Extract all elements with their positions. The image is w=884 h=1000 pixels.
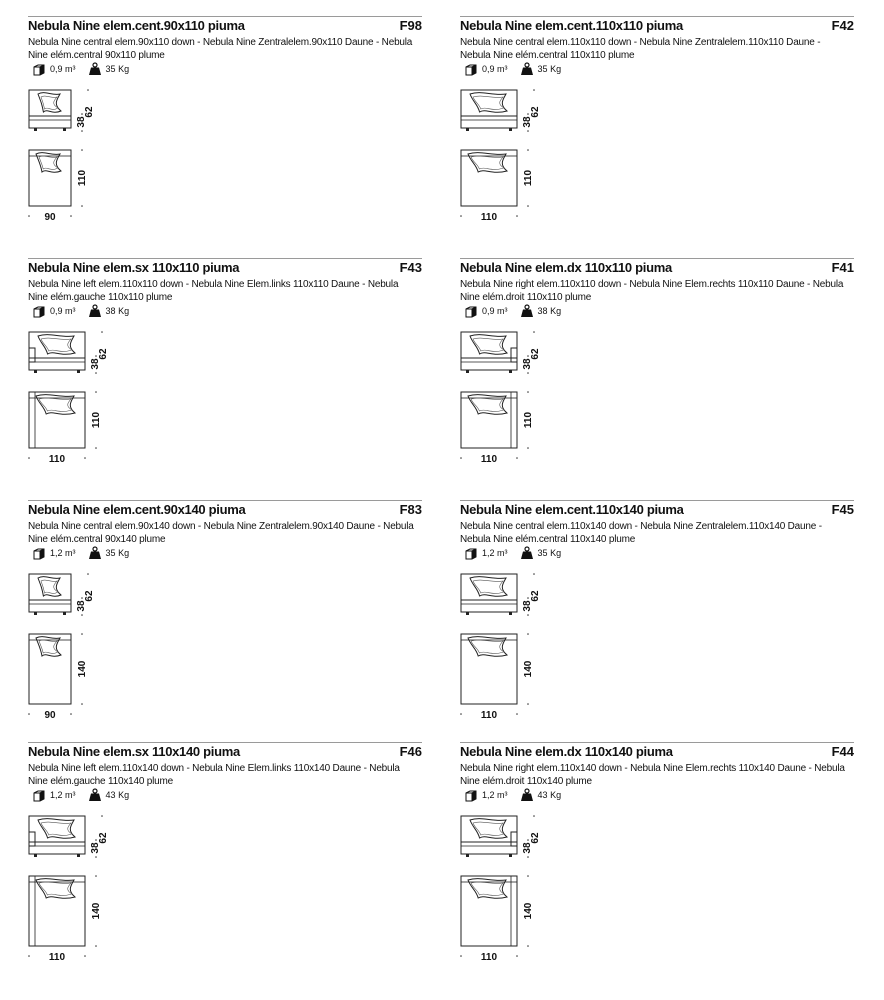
product-description: Nebula Nine right elem.110x140 down - Nebula Nine Elem.rechts 110x140 Daune - Nebula Nine elém.droit 110x140 plume [460, 763, 845, 787]
dimension-tick [87, 89, 89, 91]
total-height-dimension: 62 [84, 590, 95, 602]
dimension-tick [460, 713, 462, 715]
seat-base [461, 358, 517, 370]
weight-icon [520, 788, 534, 802]
specs-row [32, 546, 129, 560]
plan-outline [461, 876, 517, 946]
product-title: Nebula Nine elem.cent.90x140 piuma [28, 502, 246, 517]
package-box-icon [32, 546, 46, 560]
divider [28, 16, 422, 17]
leg [509, 370, 512, 373]
product-title: Nebula Nine elem.sx 110x110 piuma [28, 260, 240, 275]
product-card [28, 742, 422, 967]
leg [509, 854, 512, 857]
specs-row [32, 62, 129, 76]
product-description: Nebula Nine central elem.110x140 down - Nebula Nine Zentralelem.110x140 Daune - Nebula Nine elém.central 110x140 plume [460, 521, 822, 545]
product-title: Nebula Nine elem.dx 110x110 piuma [460, 260, 672, 275]
pillow-outline [470, 819, 507, 839]
armrest-right [511, 832, 517, 846]
pillow-outline [470, 93, 507, 113]
width-dimension: 110 [480, 710, 498, 721]
depth-dimension: 140 [523, 902, 534, 920]
specs-row [464, 304, 561, 318]
specs-row [464, 62, 561, 76]
product-drawing [28, 562, 148, 722]
total-height-dimension: 62 [530, 348, 541, 360]
dimension-tick [527, 205, 529, 207]
leg [34, 128, 37, 131]
pillow-outline [38, 93, 61, 113]
leg [509, 128, 512, 131]
plan-outline [461, 392, 517, 448]
pillow-outline [470, 335, 507, 355]
dimension-tick [460, 215, 462, 217]
plan-armrest-left [29, 392, 35, 448]
dimension-tick [81, 113, 83, 115]
armrest-left [29, 832, 35, 846]
dimension-tick [87, 573, 89, 575]
leg [63, 612, 66, 615]
plan-backrest [29, 634, 71, 640]
total-height-dimension: 62 [530, 832, 541, 844]
product-title: Nebula Nine elem.dx 110x140 piuma [460, 744, 673, 759]
dimension-tick [516, 955, 518, 957]
dimension-tick [28, 215, 30, 217]
dimension-tick [81, 703, 83, 705]
weight-value: 35 Kg [537, 64, 562, 74]
pillow-outline [36, 395, 75, 415]
plan-backrest [461, 150, 517, 156]
product-card [460, 742, 854, 967]
dimension-tick [95, 856, 97, 858]
volume-value: 1,2 m³ [482, 790, 508, 800]
product-code: F43 [399, 260, 422, 275]
weight-value: 38 Kg [537, 306, 562, 316]
volume-value: 0,9 m³ [482, 64, 508, 74]
seat-base [461, 600, 517, 612]
depth-dimension: 110 [523, 411, 534, 429]
depth-dimension: 110 [91, 411, 102, 429]
product-title: Nebula Nine elem.cent.90x110 piuma [28, 18, 245, 33]
dimension-tick [81, 633, 83, 635]
seat-base [29, 116, 71, 128]
product-title: Nebula Nine elem.sx 110x140 piuma [28, 744, 240, 759]
dimension-tick [101, 331, 103, 333]
seat-height-dimension: 38 [522, 600, 533, 612]
weight-icon [88, 62, 102, 76]
dimension-tick [81, 205, 83, 207]
plan-backrest [29, 876, 85, 882]
seat-base [461, 116, 517, 128]
dimension-tick [70, 713, 72, 715]
pillow-outline [38, 577, 61, 597]
specs-row [32, 788, 129, 802]
seat-height-dimension: 38 [76, 116, 87, 128]
seat-height-dimension: 38 [90, 842, 101, 854]
package-box-icon [464, 546, 478, 560]
total-height-dimension: 62 [530, 590, 541, 602]
pillow-inner [41, 96, 58, 109]
divider [460, 258, 854, 259]
product-description: Nebula Nine right elem.110x110 down - Nebula Nine Elem.rechts 110x110 Daune - Nebula Nine elém.droit 110x110 plume [460, 279, 844, 303]
pillow-outline [36, 637, 61, 657]
dimension-tick [527, 149, 529, 151]
leg [466, 128, 469, 131]
plan-backrest [461, 392, 517, 398]
plan-backrest [461, 876, 517, 882]
product-title: Nebula Nine elem.cent.110x140 piuma [460, 502, 684, 517]
weight-icon [88, 788, 102, 802]
divider [28, 500, 422, 501]
product-drawing [28, 804, 148, 964]
weight-icon [88, 304, 102, 318]
depth-dimension: 110 [523, 169, 534, 187]
dimension-tick [84, 955, 86, 957]
product-description: Nebula Nine central elem.90x140 down - Nebula Nine Zentralelem.90x140 Daune - Nebula Nine elém.central 90x140 plume [28, 521, 414, 545]
package-box-icon [32, 304, 46, 318]
width-dimension: 110 [48, 454, 66, 465]
dimension-tick [460, 955, 462, 957]
armrest-left [29, 348, 35, 362]
seat-height-dimension: 38 [522, 116, 533, 128]
dimension-tick [28, 955, 30, 957]
dimension-tick [527, 130, 529, 132]
plan-backrest [29, 392, 85, 398]
dimension-tick [95, 372, 97, 374]
divider [460, 500, 854, 501]
weight-value: 35 Kg [537, 548, 562, 558]
plan-outline [29, 634, 71, 704]
seat-base [29, 600, 71, 612]
product-code: F98 [399, 18, 422, 33]
pillow-inner [41, 580, 58, 593]
dimension-tick [84, 457, 86, 459]
dimension-tick [527, 633, 529, 635]
volume-value: 1,2 m³ [50, 790, 76, 800]
dimension-tick [95, 839, 97, 841]
leg [509, 612, 512, 615]
total-height-dimension: 62 [84, 106, 95, 118]
product-description: Nebula Nine central elem.90x110 down - Nebula Nine Zentralelem.90x110 Daune - Nebula Nine elém.central 90x110 plume [28, 37, 413, 61]
seat-height-dimension: 38 [90, 358, 101, 370]
pillow-outline [468, 879, 507, 899]
specs-row [32, 304, 129, 318]
width-dimension: 90 [44, 212, 56, 223]
dimension-tick [28, 713, 30, 715]
volume-value: 1,2 m³ [50, 548, 76, 558]
divider [28, 742, 422, 743]
dimension-tick [533, 573, 535, 575]
plan-outline [461, 150, 517, 206]
weight-value: 43 Kg [537, 790, 562, 800]
dimension-tick [95, 355, 97, 357]
dimension-tick [527, 372, 529, 374]
plan-outline [461, 634, 517, 704]
dimension-tick [527, 614, 529, 616]
dimension-tick [95, 875, 97, 877]
pillow-outline [468, 395, 507, 415]
product-drawing [28, 78, 148, 223]
package-box-icon [464, 304, 478, 318]
volume-value: 0,9 m³ [50, 306, 76, 316]
plan-armrest-right [511, 876, 517, 946]
product-code: F44 [831, 744, 854, 759]
product-code: F45 [831, 502, 854, 517]
width-dimension: 90 [44, 710, 56, 721]
product-code: F42 [831, 18, 854, 33]
dimension-tick [28, 457, 30, 459]
specs-row [464, 788, 561, 802]
dimension-tick [460, 457, 462, 459]
weight-icon [88, 546, 102, 560]
volume-value: 1,2 m³ [482, 548, 508, 558]
product-card [460, 16, 854, 241]
dimension-tick [101, 815, 103, 817]
plan-outline [29, 392, 85, 448]
dimension-tick [516, 713, 518, 715]
dimension-tick [527, 597, 529, 599]
product-code: F41 [831, 260, 854, 275]
product-card [28, 500, 422, 725]
dimension-tick [527, 113, 529, 115]
product-card [28, 258, 422, 483]
product-description: Nebula Nine central elem.110x110 down - Nebula Nine Zentralelem.110x110 Daune - Nebula Nine elém.central 110x110 plume [460, 37, 821, 61]
dimension-tick [516, 215, 518, 217]
total-height-dimension: 62 [98, 832, 109, 844]
product-code: F46 [399, 744, 422, 759]
pillow-outline [468, 153, 507, 173]
weight-value: 38 Kg [105, 306, 130, 316]
dimension-tick [95, 391, 97, 393]
weight-icon [520, 304, 534, 318]
armrest-right [511, 348, 517, 362]
plan-outline [29, 150, 71, 206]
volume-value: 0,9 m³ [50, 64, 76, 74]
product-card [28, 16, 422, 241]
pillow-inner [39, 156, 58, 169]
seat-height-dimension: 38 [76, 600, 87, 612]
dimension-tick [527, 355, 529, 357]
total-height-dimension: 62 [98, 348, 109, 360]
divider [460, 742, 854, 743]
leg [466, 854, 469, 857]
volume-value: 0,9 m³ [482, 306, 508, 316]
dimension-tick [81, 130, 83, 132]
product-drawing [28, 320, 148, 465]
product-drawing [460, 78, 580, 223]
depth-dimension: 110 [77, 169, 88, 187]
leg [34, 612, 37, 615]
dimension-tick [527, 856, 529, 858]
seat-base [461, 842, 517, 854]
product-drawing [460, 320, 580, 465]
pillow-outline [38, 335, 75, 355]
pillow-outline [36, 153, 61, 173]
product-description: Nebula Nine left elem.110x110 down - Nebula Nine Elem.links 110x110 Daune - Nebula Nine elém.gauche 110x110 plume [28, 279, 399, 303]
product-title: Nebula Nine elem.cent.110x110 piuma [460, 18, 683, 33]
depth-dimension: 140 [77, 660, 88, 678]
dimension-tick [527, 447, 529, 449]
product-drawing [460, 804, 580, 964]
dimension-tick [95, 447, 97, 449]
total-height-dimension: 62 [530, 106, 541, 118]
leg [34, 370, 37, 373]
pillow-outline [38, 819, 75, 839]
package-box-icon [32, 788, 46, 802]
product-code: F83 [399, 502, 422, 517]
leg [466, 612, 469, 615]
plan-outline [29, 876, 85, 946]
depth-dimension: 140 [91, 902, 102, 920]
pillow-outline [470, 577, 507, 597]
dimension-tick [70, 215, 72, 217]
leg [77, 370, 80, 373]
divider [460, 16, 854, 17]
dimension-tick [527, 839, 529, 841]
package-box-icon [464, 788, 478, 802]
dimension-tick [533, 89, 535, 91]
divider [28, 258, 422, 259]
seat-height-dimension: 38 [522, 842, 533, 854]
package-box-icon [32, 62, 46, 76]
weight-value: 35 Kg [105, 548, 130, 558]
pillow-inner [39, 640, 58, 653]
leg [63, 128, 66, 131]
dimension-tick [527, 945, 529, 947]
seat-base [29, 842, 85, 854]
weight-value: 35 Kg [105, 64, 130, 74]
plan-armrest-left [29, 876, 35, 946]
dimension-tick [533, 331, 535, 333]
width-dimension: 110 [48, 952, 66, 963]
product-card [460, 500, 854, 725]
dimension-tick [95, 945, 97, 947]
dimension-tick [527, 875, 529, 877]
dimension-tick [81, 149, 83, 151]
product-drawing [460, 562, 580, 722]
plan-backrest [29, 150, 71, 156]
dimension-tick [516, 457, 518, 459]
product-card [460, 258, 854, 483]
seat-height-dimension: 38 [522, 358, 533, 370]
width-dimension: 110 [480, 212, 498, 223]
weight-icon [520, 546, 534, 560]
weight-icon [520, 62, 534, 76]
depth-dimension: 140 [523, 660, 534, 678]
leg [466, 370, 469, 373]
dimension-tick [81, 614, 83, 616]
leg [34, 854, 37, 857]
plan-armrest-right [511, 392, 517, 448]
dimension-tick [527, 703, 529, 705]
width-dimension: 110 [480, 952, 498, 963]
specs-row [464, 546, 561, 560]
pillow-outline [36, 879, 75, 899]
dimension-tick [533, 815, 535, 817]
weight-value: 43 Kg [105, 790, 130, 800]
package-box-icon [464, 62, 478, 76]
pillow-outline [468, 637, 507, 657]
dimension-tick [81, 597, 83, 599]
width-dimension: 110 [480, 454, 498, 465]
dimension-tick [527, 391, 529, 393]
seat-base [29, 358, 85, 370]
leg [77, 854, 80, 857]
plan-backrest [461, 634, 517, 640]
product-description: Nebula Nine left elem.110x140 down - Nebula Nine Elem.links 110x140 Daune - Nebula Nine elém.gauche 110x140 plume [28, 763, 400, 787]
